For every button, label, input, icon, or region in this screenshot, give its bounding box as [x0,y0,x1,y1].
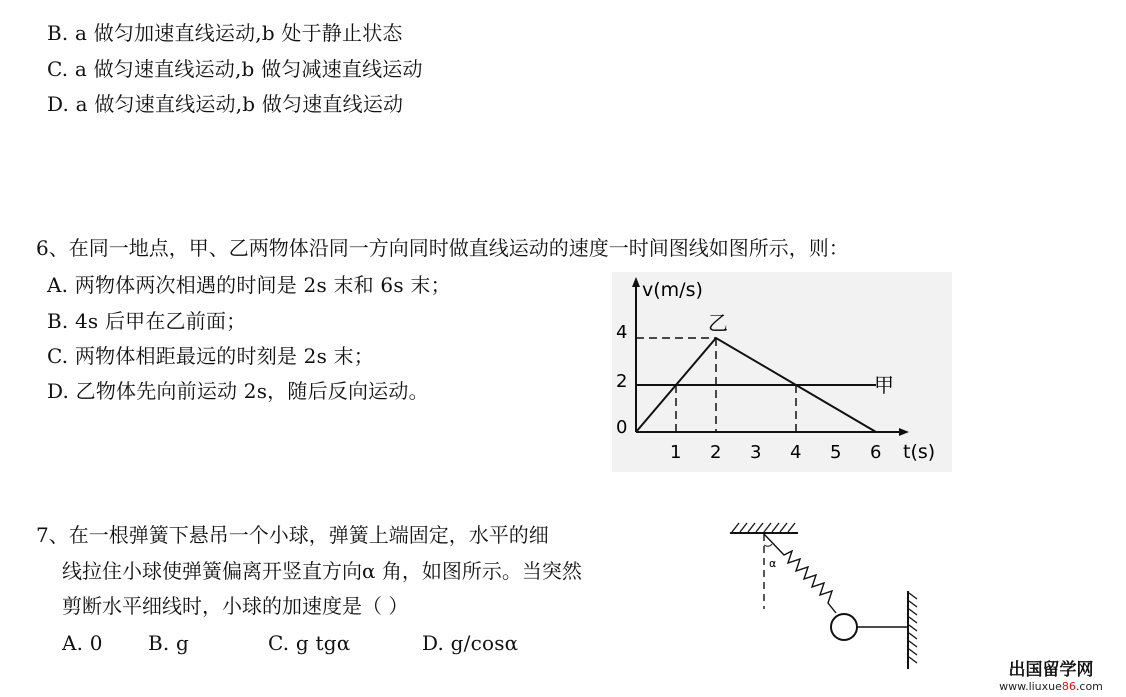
v-axis-label: v(m/s) [642,279,703,301]
q7-option-d: D. g/cosα [422,631,519,655]
watermark-url: www.liuxue86.com [999,680,1103,693]
wall-hatching [909,593,917,663]
q5-option-d: D. a 做匀速直线运动,b 做匀速直线运动 [47,92,404,116]
x-tick-label-2: 2 [710,442,722,463]
spring [764,534,836,613]
v-tick-0: 0 [616,417,628,438]
q6-option-c: C. 两物体相距最远的时刻是 2s 末； [47,344,375,368]
q7-stem-line-3: 剪断水平细线时，小球的加速度是（ ） [62,594,409,618]
q7-option-c: C. g tgα [268,631,351,655]
x-tick-label-5: 5 [830,442,842,463]
graph-background [612,272,952,472]
alpha-label: α [769,557,777,570]
q7-stem-line-1: 7、在一根弹簧下悬吊一个小球，弹簧上端固定，水平的细 [36,523,549,547]
q5-option-b: B. a 做匀加速直线运动,b 处于静止状态 [47,21,403,45]
q7-option-a: A. 0 [62,631,103,655]
q6-stem: 6、在同一地点，甲、乙两物体沿同一方向同时做直线运动的速度一时间图线如图所示，则： [36,236,849,260]
q6-option-a: A. 两物体两次相遇的时间是 2s 末和 6s 末； [47,273,451,297]
watermark-logo [985,660,1117,693]
watermark-name: 出国留学网 [1008,660,1094,680]
alpha-arc [764,544,772,546]
q7-option-b: B. g [148,631,190,655]
series-jia-label: 甲 [874,373,894,397]
x-tick-label-1: 1 [670,442,682,463]
ceiling-hatching [732,523,795,532]
ball [831,614,857,640]
x-tick-label-3: 3 [750,442,762,463]
x-tick-label-6: 6 [870,442,882,463]
q6-velocity-time-graph [612,272,952,472]
v-tick-4: 4 [616,322,628,343]
q6-option-b: B. 4s 后甲在乙前面； [47,309,247,333]
x-tick-label-4: 4 [790,442,802,463]
q7-stem-line-2: 线拉住小球使弹簧偏离开竖直方向α 角，如图所示。当突然 [62,559,582,583]
v-tick-2: 2 [616,371,628,392]
series-yi-label: 乙 [708,311,728,335]
q5-option-c: C. a 做匀速直线运动,b 做匀减速直线运动 [47,57,423,81]
q6-option-d: D. 乙物体先向前运动 2s，随后反向运动。 [47,379,429,403]
t-axis-label: t(s) [903,441,936,463]
q7-spring-ball-figure [722,517,932,677]
